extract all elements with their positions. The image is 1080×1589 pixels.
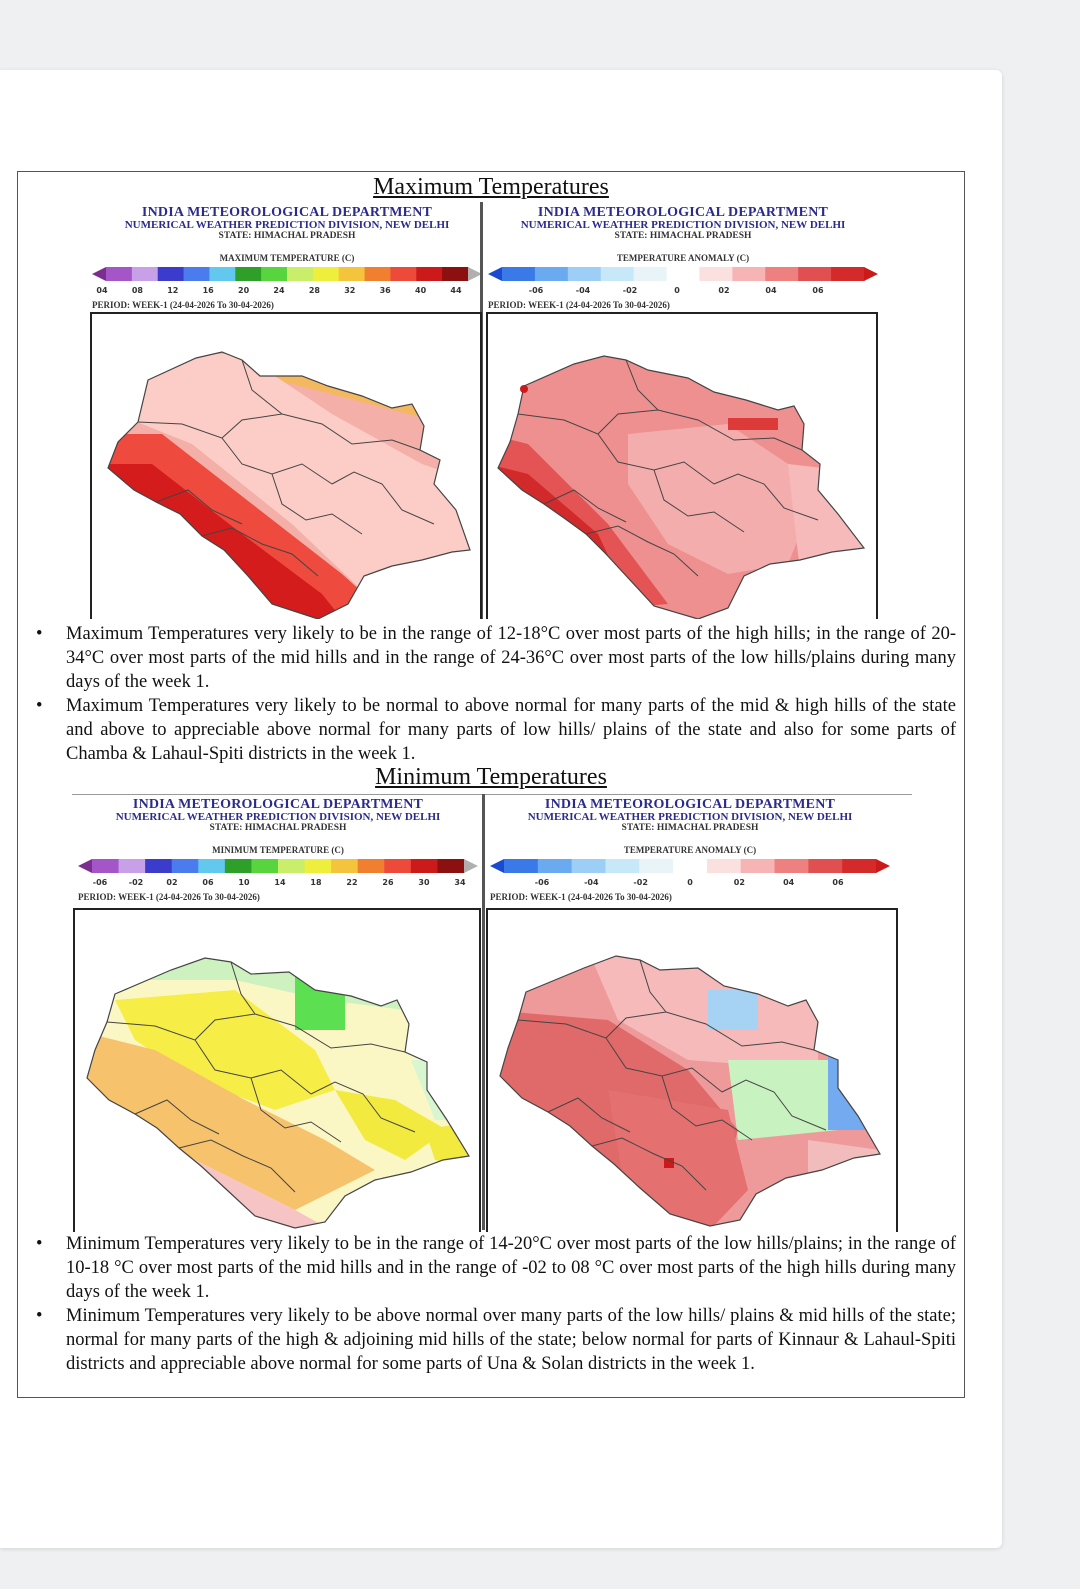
- colorbar-segment: [535, 267, 568, 281]
- colorbar-segment: [384, 859, 411, 873]
- colorbar-tick-label: 12: [167, 285, 179, 295]
- section-rule: [72, 794, 912, 795]
- max-bullet-list: [18, 622, 964, 766]
- colorbar-segment: [287, 267, 313, 281]
- state-name: STATE: HIMACHAL PRADESH: [614, 231, 752, 241]
- org-name: INDIA METEOROLOGICAL DEPARTMENT: [537, 205, 829, 220]
- colorbar-tick-label: 44: [450, 285, 462, 295]
- colorbar: [490, 859, 890, 873]
- colorbar-segment: [132, 267, 158, 281]
- state-name: STATE: HIMACHAL PRADESH: [209, 823, 347, 833]
- colorbar-tick-label: 36: [379, 285, 391, 295]
- colorbar-ticks: [488, 286, 878, 298]
- panel-divider: [482, 794, 485, 1230]
- colorbar-tick-label: 14: [274, 877, 286, 887]
- colorbar-tick-label: -04: [584, 877, 599, 887]
- min-anomaly-map: [486, 908, 898, 1232]
- colorbar-segment: [225, 859, 252, 873]
- max-bullet-2: • Maximum Temperatures very likely to be normal to above normal for many parts of the mid & high hills of the state and above to appreciable above normal for many parts of low hills/ plains of the state and also for some parts of Chamba & Lahaul-Spiti districts in the week 1.: [18, 694, 964, 766]
- colorbar-segment: [442, 267, 468, 281]
- colorbar-segment: [437, 859, 464, 873]
- colorbar-segment: [572, 859, 606, 873]
- colorbar-arrow-left: [78, 859, 92, 873]
- colorbar-segment: [504, 859, 538, 873]
- colorbar-tick-label: 04: [765, 285, 777, 295]
- colorbar-segment: [808, 859, 842, 873]
- state-name: STATE: HIMACHAL PRADESH: [218, 231, 356, 241]
- colorbar-arrow-right: [464, 859, 478, 873]
- colorbar-segment: [732, 267, 765, 281]
- division-name: NUMERICAL WEATHER PREDICTION DIVISION, NEW DELHI: [124, 219, 450, 231]
- colorbar-tick-label: 06: [202, 877, 214, 887]
- max-anomaly-map: [486, 312, 878, 619]
- colorbar-segment: [278, 859, 305, 873]
- colorbar-tick-label: 02: [718, 285, 730, 295]
- min-right-header: [490, 798, 890, 902]
- org-name: INDIA METEOROLOGICAL DEPARTMENT: [544, 797, 836, 812]
- forecast-frame: [17, 171, 965, 1398]
- colorbar-segment: [416, 267, 442, 281]
- period-label: PERIOD: WEEK-1 (24-04-2026 To 30-04-2026): [92, 299, 274, 310]
- colorbar-tick-label: -06: [92, 877, 108, 887]
- division-name: NUMERICAL WEATHER PREDICTION DIVISION, NEW DELHI: [527, 811, 853, 823]
- colorbar-segment: [831, 267, 864, 281]
- colorbar-tick-label: 0: [687, 877, 693, 887]
- colorbar-segment: [251, 859, 278, 873]
- colorbar-segment: [313, 267, 339, 281]
- max-section-title: Maximum Temperatures: [373, 174, 609, 200]
- colorbar-segment: [798, 267, 831, 281]
- colorbar-tick-label: 06: [832, 877, 844, 887]
- colorbar-ticks: [78, 878, 478, 890]
- min-bullet-list: [18, 1232, 964, 1376]
- colorbar-segment: [358, 859, 385, 873]
- colorbar-tick-label: 02: [733, 877, 745, 887]
- colorbar-segment: [667, 267, 700, 281]
- colorbar-segment: [305, 859, 332, 873]
- variable-name: TEMPERATURE ANOMALY (C): [623, 844, 757, 855]
- colorbar-segment: [198, 859, 225, 873]
- min-left-header: [78, 798, 478, 902]
- colorbar-tick-label: 02: [166, 877, 178, 887]
- colorbar-segment: [842, 859, 876, 873]
- colorbar-segment: [119, 859, 146, 873]
- period-label: PERIOD: WEEK-1 (24-04-2026 To 30-04-2026): [488, 299, 670, 310]
- max-bullet-1: • Maximum Temperatures very likely to be in the range of 12-18°C over most parts of the high hills; in the range of 20-34°C over most parts of the mid hills and in the range of 24-36°C over most parts of the low hills/plains during many days of the week 1.: [18, 622, 964, 694]
- colorbar-segment: [184, 267, 210, 281]
- colorbar-arrow-right: [864, 267, 878, 281]
- colorbar-segment: [411, 859, 438, 873]
- colorbar-segment: [92, 859, 119, 873]
- colorbar-ticks: [490, 878, 890, 890]
- colorbar-tick-label: 06: [812, 285, 824, 295]
- max-temperature-map: [90, 312, 482, 619]
- colorbar-segment: [775, 859, 809, 873]
- colorbar-segment: [106, 267, 132, 281]
- min-section-title: Minimum Temperatures: [375, 764, 607, 790]
- colorbar-tick-label: 08: [131, 285, 143, 295]
- colorbar-ticks: [92, 286, 482, 298]
- colorbar-tick-label: 04: [96, 285, 108, 295]
- document-page: [0, 70, 1002, 1548]
- colorbar-segment: [235, 267, 261, 281]
- colorbar-arrow-left: [490, 859, 504, 873]
- period-label: PERIOD: WEEK-1 (24-04-2026 To 30-04-2026): [490, 891, 672, 902]
- variable-name: MINIMUM TEMPERATURE (C): [212, 844, 344, 855]
- colorbar-tick-label: 0: [674, 285, 680, 295]
- colorbar-segment: [707, 859, 741, 873]
- colorbar-tick-label: 18: [310, 877, 322, 887]
- colorbar-segment: [741, 859, 775, 873]
- division-name: NUMERICAL WEATHER PREDICTION DIVISION, NEW DELHI: [520, 219, 846, 231]
- colorbar-segment: [209, 267, 235, 281]
- colorbar-tick-label: 24: [273, 285, 285, 295]
- colorbar-segment: [699, 267, 732, 281]
- colorbar-tick-label: 40: [415, 285, 427, 295]
- colorbar-tick-label: 32: [344, 285, 356, 295]
- colorbar-segment: [172, 859, 199, 873]
- colorbar-segment: [605, 859, 639, 873]
- colorbar-tick-label: 26: [382, 877, 394, 887]
- colorbar-segment: [765, 267, 798, 281]
- colorbar-arrow-left: [92, 267, 106, 281]
- colorbar-tick-label: -04: [575, 285, 591, 295]
- colorbar-tick-label: 04: [783, 877, 795, 887]
- division-name: NUMERICAL WEATHER PREDICTION DIVISION, NEW DELHI: [115, 811, 441, 823]
- colorbar-tick-label: 16: [202, 285, 214, 295]
- period-label: PERIOD: WEEK-1 (24-04-2026 To 30-04-2026): [78, 891, 260, 902]
- colorbar: [78, 859, 478, 873]
- colorbar-segment: [331, 859, 358, 873]
- org-name: INDIA METEOROLOGICAL DEPARTMENT: [141, 205, 433, 220]
- org-name: INDIA METEOROLOGICAL DEPARTMENT: [132, 797, 424, 812]
- colorbar-segment: [145, 859, 172, 873]
- colorbar-tick-label: 20: [238, 285, 250, 295]
- colorbar-segment: [601, 267, 634, 281]
- colorbar-segment: [390, 267, 416, 281]
- min-bullet-2: • Minimum Temperatures very likely to be above normal over many parts of the low hills/ plains & mid hills of the state; normal for many parts of the high & adjoining mid hills of the state; below normal for parts of Kinnaur & Lahaul-Spiti districts and appreciable above normal for some parts of Una & Solan districts in the week 1.: [18, 1304, 964, 1376]
- colorbar-segment: [339, 267, 365, 281]
- min-bullet-1: • Minimum Temperatures very likely to be in the range of 14-20°C over most parts of the low hills/plains; in the range of 10-18 °C over most parts of the mid hills and in the range of -02 to 08 °C over most parts of the high hills during many days of the week 1.: [18, 1232, 964, 1304]
- colorbar-tick-label: 22: [346, 877, 358, 887]
- colorbar-tick-label: 28: [308, 285, 320, 295]
- colorbar-segment: [158, 267, 184, 281]
- colorbar-tick-label: 30: [418, 877, 430, 887]
- colorbar: [92, 267, 482, 281]
- state-name: STATE: HIMACHAL PRADESH: [621, 823, 759, 833]
- colorbar-segment: [568, 267, 601, 281]
- colorbar-segment: [502, 267, 535, 281]
- colorbar-tick-label: -06: [528, 285, 544, 295]
- colorbar-segment: [639, 859, 673, 873]
- colorbar-tick-label: -06: [534, 877, 550, 887]
- colorbar-tick-label: -02: [622, 285, 638, 295]
- colorbar: [488, 267, 878, 281]
- colorbar-tick-label: 10: [238, 877, 250, 887]
- colorbar-segment: [634, 267, 667, 281]
- colorbar-tick-label: -02: [633, 877, 648, 887]
- colorbar-segment: [365, 267, 391, 281]
- max-left-header: [92, 206, 482, 310]
- colorbar-segment: [538, 859, 572, 873]
- min-temperature-map: [73, 908, 481, 1232]
- colorbar-tick-label: 34: [454, 877, 466, 887]
- colorbar-arrow-right: [876, 859, 890, 873]
- variable-name: MAXIMUM TEMPERATURE (C): [219, 252, 355, 263]
- colorbar-segment: [673, 859, 707, 873]
- variable-name: TEMPERATURE ANOMALY (C): [616, 252, 750, 263]
- colorbar-arrow-left: [488, 267, 502, 281]
- max-right-header: [488, 206, 878, 310]
- colorbar-segment: [261, 267, 287, 281]
- colorbar-tick-label: -02: [128, 877, 144, 887]
